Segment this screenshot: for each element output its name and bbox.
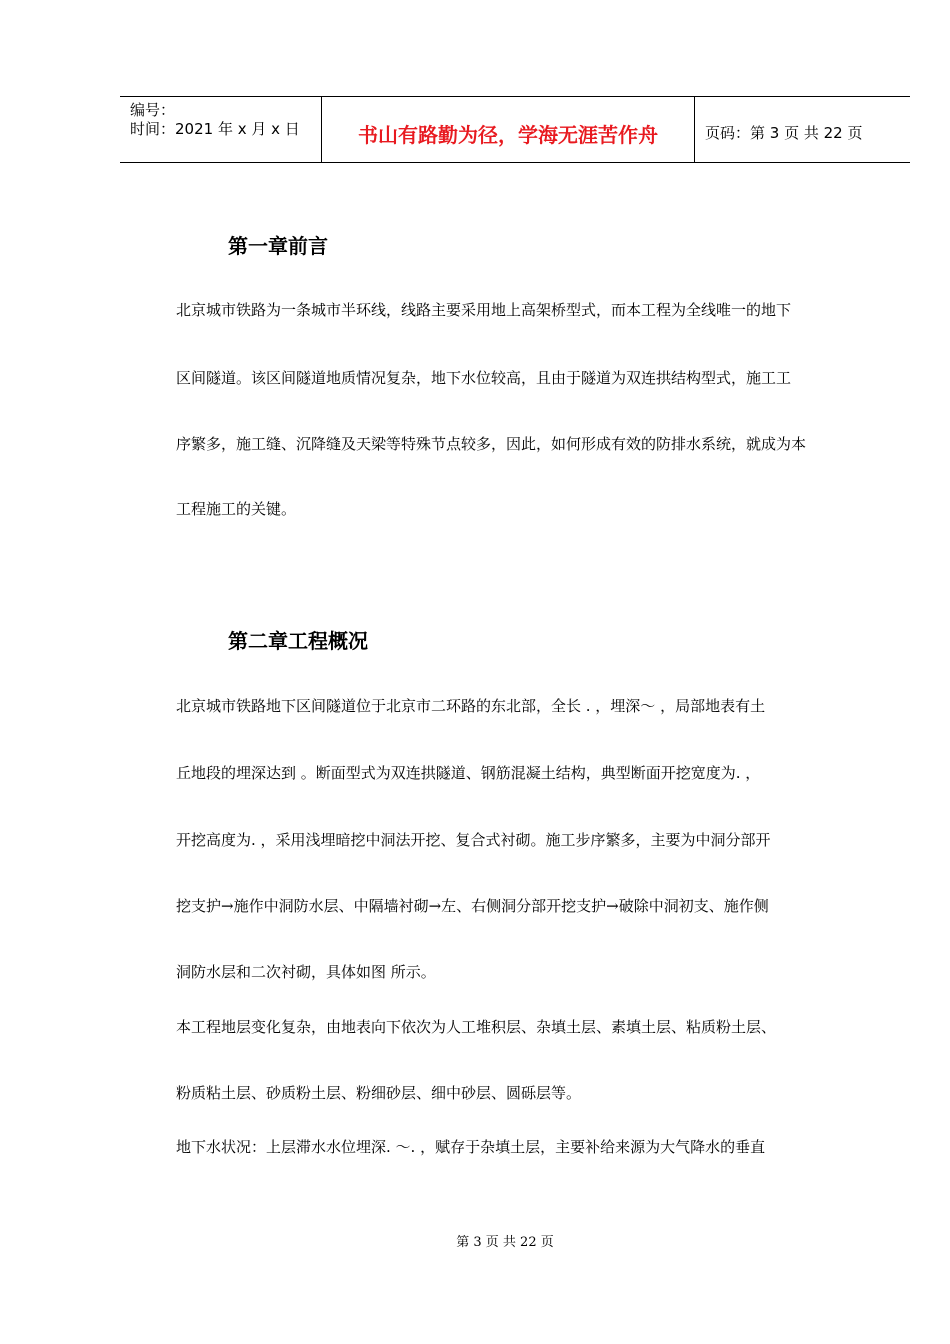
header-motto: 书山有路勤为径，学海无涯苦作舟 [358,123,658,147]
paragraph-line: 北京城市铁路地下区间隧道位于北京市二环路的东北部，全长 . ，埋深～ ，局部地表有土 [176,697,766,715]
chapter-1-title: 第一章前言 [228,234,328,258]
header-table [120,96,910,163]
paragraph-line: 洞防水层和二次衬砌，具体如图 所示。 [176,963,436,981]
header-meta-cell [120,97,321,162]
paragraph-line: 开挖高度为. ，采用浅埋暗挖中洞法开挖、复合式衬砌。施工步序繁多，主要为中洞分部开 [176,831,771,849]
page-footer: 第 3 页 共 22 页 [456,1235,554,1250]
paragraph-line: 序繁多，施工缝、沉降缝及天梁等特殊节点较多，因此，如何形成有效的防排水系统，就成为本 [176,435,807,453]
paragraph-line: 粉质粘土层、砂质粉土层、粉细砂层、细中砂层、圆砾层等。 [176,1084,582,1102]
header-page-cell [695,97,910,162]
document-time-label: 时间：2021 年 x 月 x 日 [130,120,300,138]
paragraph-line: 北京城市铁路为一条城市半环线，线路主要采用地上高架桥型式，而本工程为全线唯一的地下 [176,301,792,319]
document-number-label: 编号： [130,101,176,119]
chapter-2-title: 第二章工程概况 [228,629,368,653]
paragraph-line: 本工程地层变化复杂，由地表向下依次为人工堆积层、杂填土层、素填土层、粘质粉土层、 [176,1018,777,1036]
paragraph-line: 地下水状况：上层滞水水位埋深. ～. ，赋存于杂填土层，主要补给来源为大气降水的垂直 [176,1138,766,1156]
paragraph-line: 丘地段的埋深达到 。断面型式为双连拱隧道、钢筋混凝土结构，典型断面开挖宽度为. ， [176,764,761,782]
paragraph-line: 工程施工的关键。 [176,500,297,518]
header-page-code: 页码：第 3 页 共 22 页 [705,124,863,142]
paragraph-line: 区间隧道。该区间隧道地质情况复杂，地下水位较高，且由于隧道为双连拱结构型式，施工工 [176,369,792,387]
header-motto-cell [321,97,695,162]
paragraph-line: 挖支护→施作中洞防水层、中隔墙衬砌→左、右侧洞分部开挖支护→破除中洞初支、施作侧 [176,897,769,915]
